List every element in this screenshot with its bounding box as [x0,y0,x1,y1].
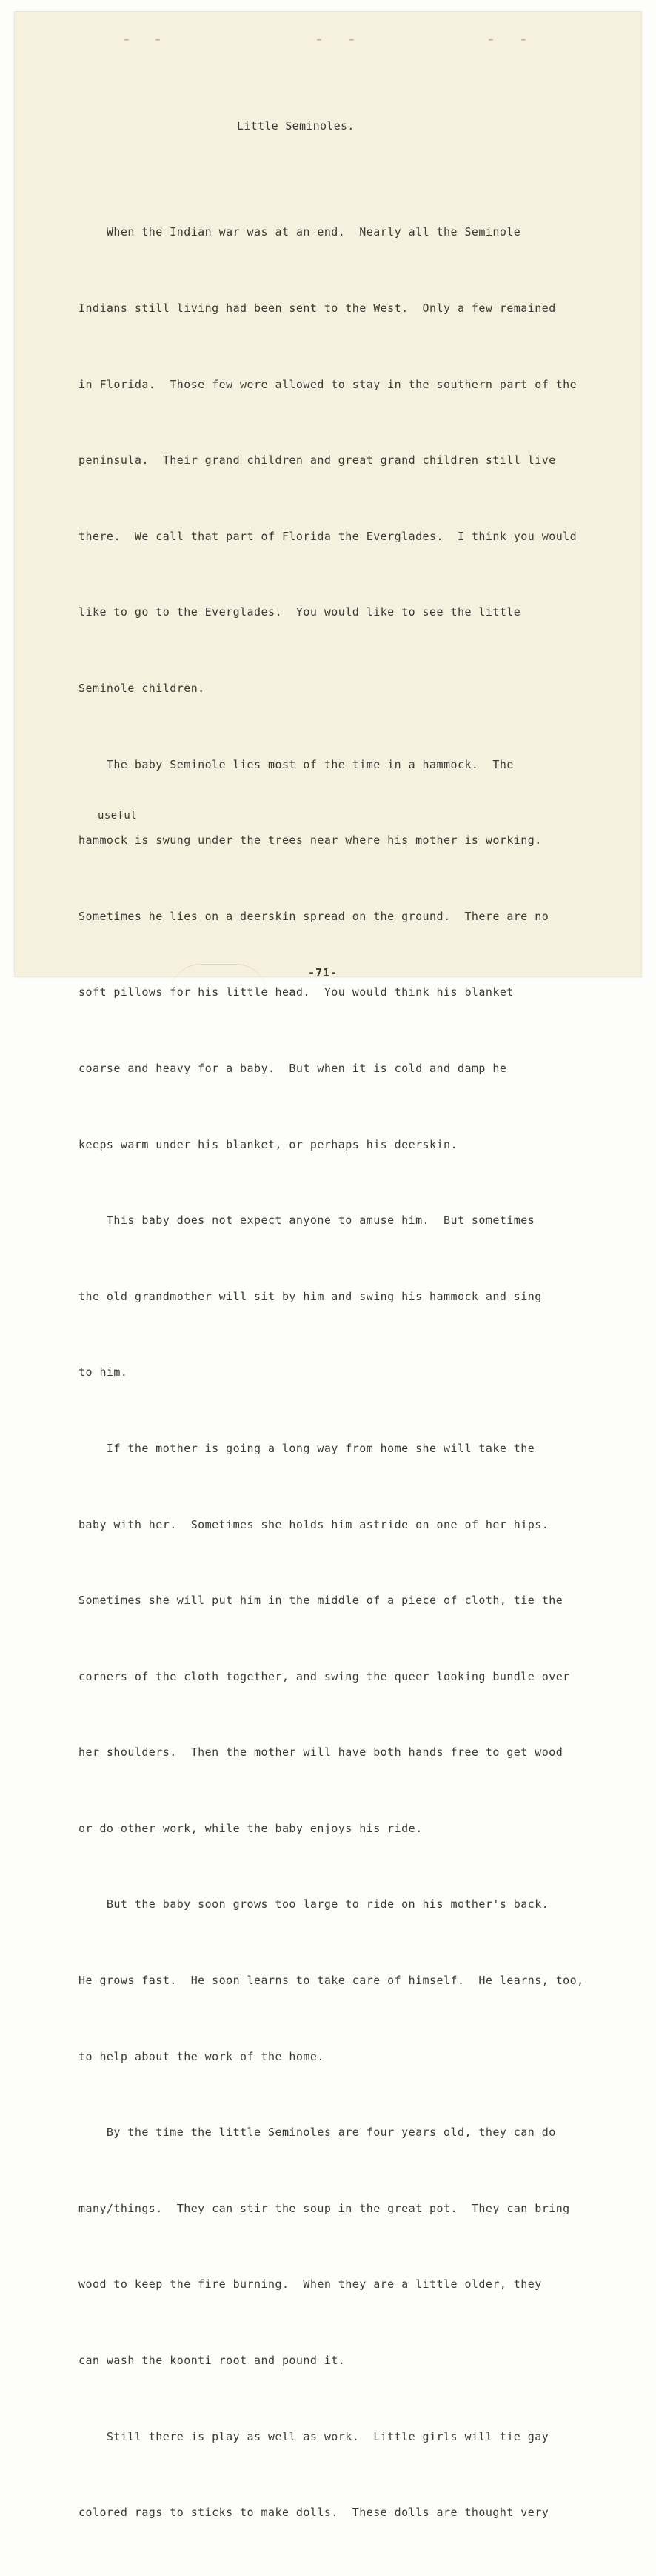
text-line: soft pillows for his little head. You would think his blanket [78,985,514,999]
text-line: or do other work, while the baby enjoys his ride. [78,1821,423,1835]
text-line: like to go to the Everglades. You would like to see the little [78,605,521,619]
typewritten-page: Little Seminoles. When the Indian war was at an end. Nearly all the Seminole Indians still living had been sent to the West. Only a few remained in Florida. Those few were allowed to stay in the southern part of the peninsula. Their grand children and great grand children still live there. We call that part of Florida the Everglades. I think you would like to go to the Everglades. You would like to see the little Seminole children. The baby Seminole lies most of the time in a hammock. The hammock is swung under the trees near where his mother is working. Sometimes he lies on a deerskin spread on the ground. There are no soft pillows for his little head. You would think his blanket coarse and heavy for a baby. But when it is cold and damp he keeps warm under his blanket, or perhaps his deerskin. This baby does not expect anyone to amuse him. But sometimes the old grandmother will sit by him and swing his hammock and sing to him. If the mother is going a long way from home she will take the baby with her. Sometimes she holds him astride on one of her hips. Sometimes she will put him in the middle of a piece of cloth, tie the corners of the cloth together, and swing the queer looking bundle over her shoulders. Then the mother will have both hands free to get wood or do other work, while the baby enjoys his ride. But the baby soon grows too large to ride on his mother's back. He grows fast. He soon learns to take care of himself. He learns, too, to help about the work of the home. By the time the little Seminoles are four years old, they can do many/things. They can stir the soup in the great pot. They can bring wood to keep the fire burning. When they are a little older, they can wash the koonti root and pound it. Still there is play as well as work. Little girls will tie gay colored rags to sticks to make dolls. These dolls are thought very useful -71- [15,12,641,976]
text-line: But the baby soon grows too large to ride on his mother's back. [78,1897,549,1911]
page-number: -71- [308,966,338,979]
text-line: to him. [78,1365,128,1379]
interlinear-insertion: useful [98,810,137,822]
text-line: colored rags to sticks to make dolls. These dolls are thought very [78,2506,549,2520]
punch-mark [155,39,160,41]
text-line: This baby does not expect anyone to amuse him. But sometimes [78,1214,535,1228]
text-line: the old grandmother will sit by him and swing his hammock and sing [78,1289,542,1303]
text-line: in Florida. Those few were allowed to stay in the southern part of the [78,377,578,391]
text-line: peninsula. Their grand children and great grand children still live [78,453,556,467]
paper-stain [170,964,267,994]
text-line: When the Indian war was at an end. Nearly all the Seminole [78,225,521,239]
text-line: to help about the work of the home. [78,2049,324,2063]
text-line: Still there is play as well as work. Little girls will tie gay [78,2429,549,2443]
text-line: Sometimes he lies on a deerskin spread on the ground. There are no [78,909,549,923]
text-line: Sometimes she will put him in the middle of a piece of cloth, tie the [78,1594,563,1608]
text-line: The baby Seminole lies most of the time in a hammock. The [78,757,514,771]
text-line: He grows fast. He soon learns to take care of himself. He learns, too, [78,1974,584,1988]
text-line: Indians still living had been sent to the West. Only a few remained [78,302,556,315]
punch-mark [317,39,321,41]
punch-mark [349,39,354,41]
text-line: there. We call that part of Florida the Everglades. I think you would [78,529,578,543]
punch-mark [521,39,526,41]
text-line: Seminole children. [78,681,205,695]
punch-mark [124,39,129,41]
text-line: her shoulders. Then the mother will have both hands free to get wood [78,1745,563,1760]
text-line: corners of the cloth together, and swing the queer looking bundle over [78,1669,570,1683]
text-line: keeps warm under his blanket, or perhaps his deerskin. [78,1137,458,1151]
text-line: baby with her. Sometimes she holds him astride on one of her hips. [78,1517,549,1531]
text-line: By the time the little Seminoles are four years old, they can do [78,2126,556,2140]
punch-mark [489,39,493,41]
text-line: wood to keep the fire burning. When they are a little older, they [78,2277,542,2292]
text-line: hammock is swung under the trees near where his mother is working. [78,833,542,848]
text-line: coarse and heavy for a baby. But when it is cold and damp he [78,1061,507,1075]
text-line: many/things. They can stir the soup in the great pot. They can bring [78,2201,570,2215]
body-text [78,169,612,2576]
text-line: If the mother is going a long way from home she will take the [78,1441,535,1455]
text-line: can wash the koonti root and pound it. [78,2354,346,2368]
